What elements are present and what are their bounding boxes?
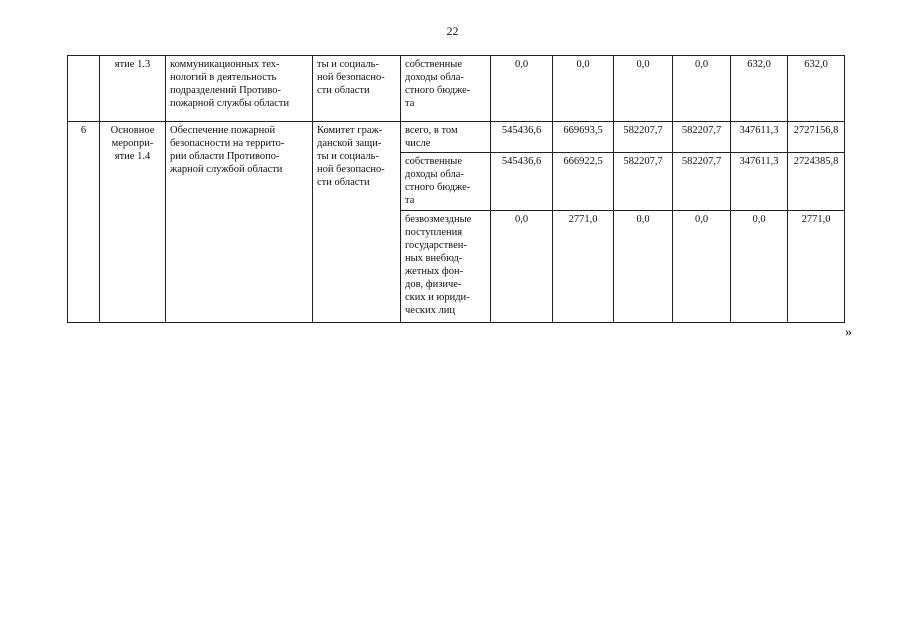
- cell-value: 0,0: [673, 211, 731, 323]
- cell-value: 582207,7: [614, 153, 673, 211]
- cell-value-total: 2724385,8: [788, 153, 845, 211]
- cell-funding-source: всего, в том числе: [401, 122, 491, 153]
- cell-value: 0,0: [673, 56, 731, 122]
- cell-num: [68, 56, 100, 122]
- cell-value: 582207,7: [673, 122, 731, 153]
- page-number: 22: [446, 24, 459, 38]
- cell-value: 582207,7: [614, 122, 673, 153]
- cell-value: 666922,5: [553, 153, 614, 211]
- cell-description: коммуникационных тех- нологий в деятельность подразделений Противо- пожарной службы области: [166, 56, 313, 122]
- cell-value: 545436,6: [491, 153, 553, 211]
- cell-value-total: 2771,0: [788, 211, 845, 323]
- cell-value: 0,0: [491, 211, 553, 323]
- cell-funding-source: безвозмездные поступления государствен- ных внебюд- жетных фон- дов, физиче- ских и юриди- ческих лиц: [401, 211, 491, 323]
- cell-num: 6: [68, 122, 100, 323]
- cell-value: 347611,3: [731, 153, 788, 211]
- cell-funding-source: собственные доходы обла- стного бюдже- та: [401, 153, 491, 211]
- cell-value-total: 632,0: [788, 56, 845, 122]
- cell-value: 2771,0: [553, 211, 614, 323]
- closing-quote: »: [845, 325, 852, 340]
- table-row-continuation: [68, 56, 845, 122]
- budget-table: [67, 55, 845, 323]
- cell-value: 0,0: [614, 211, 673, 323]
- table-row-measure-total: [68, 122, 845, 153]
- cell-measure-name: ятие 1.3: [100, 56, 166, 122]
- cell-value: 0,0: [731, 211, 788, 323]
- cell-value: 347611,3: [731, 122, 788, 153]
- cell-measure-name: Основное меропри- ятие 1.4: [100, 122, 166, 323]
- cell-executor: ты и социаль- ной безопасно- сти области: [313, 56, 401, 122]
- cell-description: Обеспечение пожарной безопасности на террито- рии области Противопо- жарной службой области: [166, 122, 313, 323]
- cell-value: 0,0: [491, 56, 553, 122]
- cell-value-total: 2727156,8: [788, 122, 845, 153]
- cell-value: 0,0: [553, 56, 614, 122]
- cell-value: 582207,7: [673, 153, 731, 211]
- cell-executor: Комитет граж- данской защи- ты и социаль- ной безопасно- сти области: [313, 122, 401, 323]
- cell-funding-source: собственные доходы обла- стного бюдже- та: [401, 56, 491, 122]
- cell-value: 669693,5: [553, 122, 614, 153]
- cell-value: 545436,6: [491, 122, 553, 153]
- cell-value: 632,0: [731, 56, 788, 122]
- cell-value: 0,0: [614, 56, 673, 122]
